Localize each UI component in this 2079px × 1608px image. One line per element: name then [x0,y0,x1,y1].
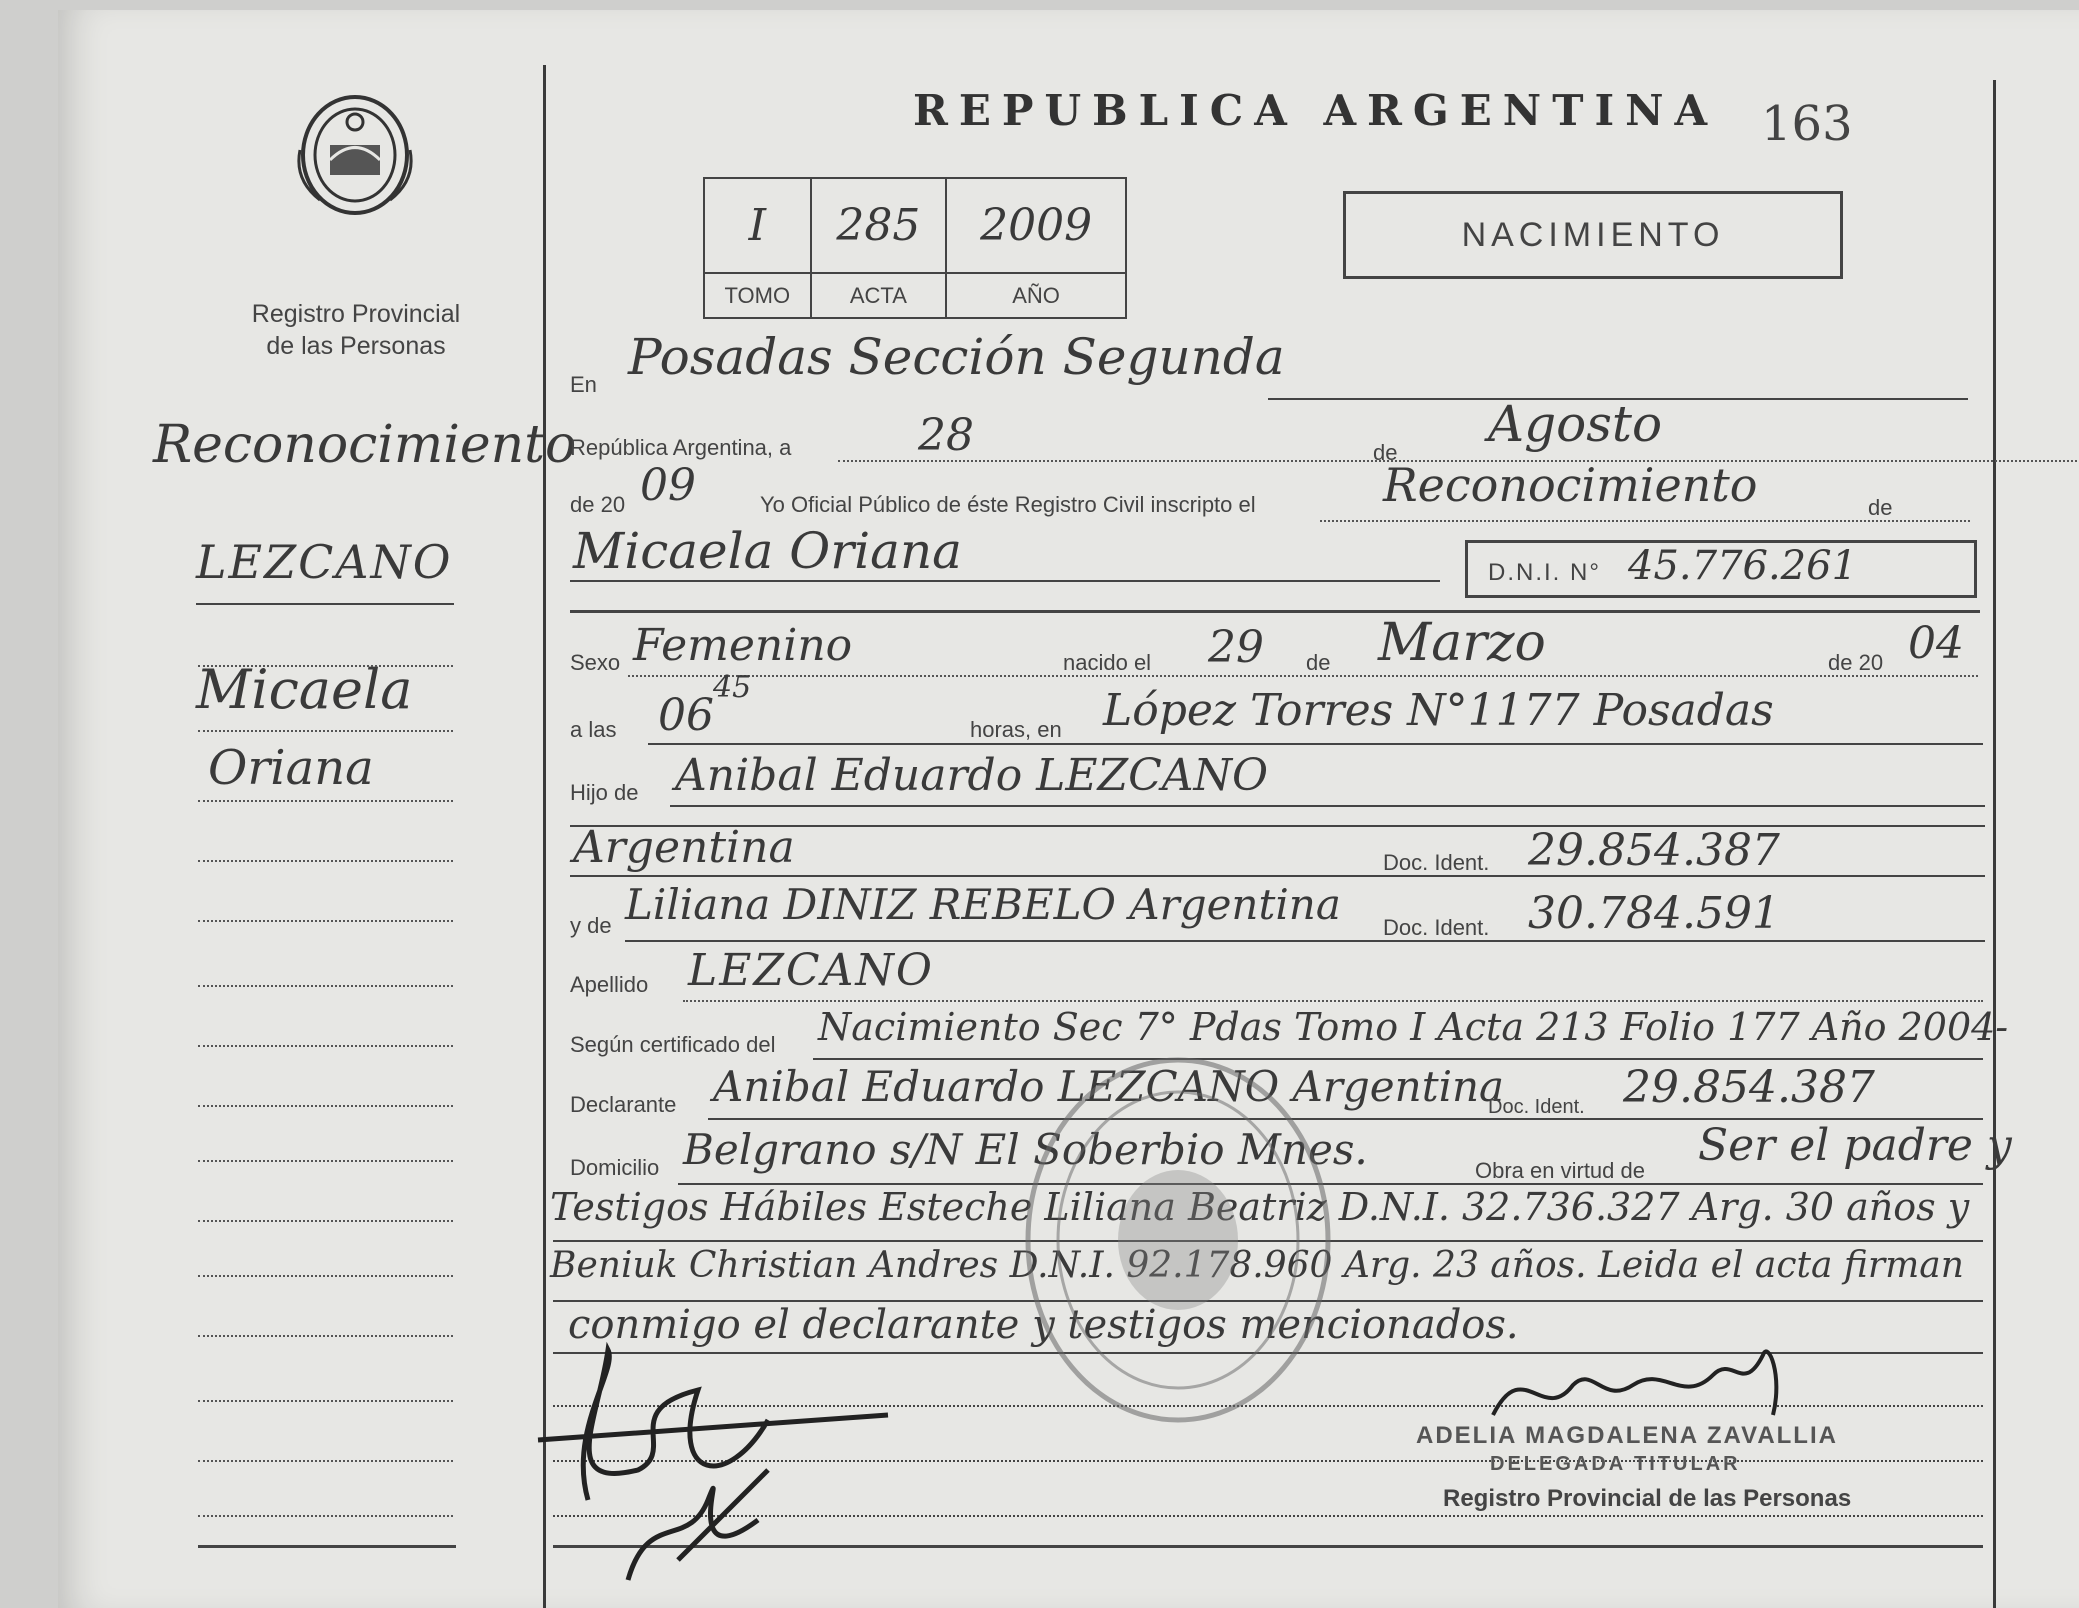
label-dni: D.N.I. N° [1488,559,1601,586]
value-domicilio: Belgrano s/N El Soberbio Mnes. [683,1125,1368,1174]
label-domicilio: Domicilio [570,1155,660,1180]
label-en: En [570,372,597,397]
anio-value: 2009 [946,178,1126,273]
margin-given-name-2: Oriana [208,740,374,796]
value-lugar: Posadas Sección Segunda [628,328,1285,386]
value-mes: Agosto [1488,395,1663,453]
label-de-2: de [1868,495,1893,520]
value-nac-dia: 29 [1208,622,1264,673]
tomo-value: I [704,178,811,273]
label-republica-a: República Argentina, a [570,435,792,460]
value-sexo: Femenino [633,620,853,671]
official-title: DELEGADA TITULAR [1490,1453,1741,1475]
label-nacido-el: nacido el [1063,650,1152,675]
value-testigos-1: Testigos Hábiles Esteche Liliana Beatriz D.N.I. 32.736.327 Arg. 30 años y [550,1185,1970,1229]
margin-note: Reconocimiento [153,415,577,475]
value-hora: 06 [658,690,714,741]
right-frame-line [1993,80,1996,1608]
label-oficial: Yo Oficial Público de éste Registro Civil inscripto el [760,492,1256,517]
value-padre-doc: 29.854.387 [1528,825,1780,876]
value-declarante-doc: 29.854.387 [1623,1062,1875,1113]
value-padre: Anibal Eduardo LEZCANO [675,750,1269,801]
tomo-label: TOMO [704,273,811,318]
official-stamp-icon [1018,1050,1338,1430]
value-padre-nac: Argentina [573,822,795,873]
label-sexo: Sexo [570,650,621,675]
value-obra: Ser el padre y [1698,1120,2012,1171]
label-y-de: y de [570,913,612,938]
value-anio-suffix: 09 [640,460,696,511]
value-certificado: Nacimiento Sec 7° Pdas Tomo I Acta 213 Folio 177 Año 2004- [818,1005,2009,1049]
value-nombre: Micaela Oriana [573,522,962,580]
value-lugar-nac: López Torres N°1177 Posadas [1103,685,1774,736]
margin-given-name-1: Micaela [196,658,413,721]
label-de-20-short: de 20 [1828,650,1884,675]
value-madre: Liliana DINIZ REBELO Argentina [625,880,1341,929]
registry-name [236,298,476,362]
registry-name-line2: de las Personas [266,332,446,360]
dni-box [1465,540,1977,598]
witness-signature [528,1330,948,1600]
label-doc-ident-3: Doc. Ident. [1488,1096,1585,1118]
official-org: Registro Provincial de las Personas [1443,1485,1852,1512]
record-type-box: NACIMIENTO [1343,191,1843,279]
label-horas-en: horas, en [970,717,1062,742]
value-nac-mes: Marzo [1378,613,1546,673]
value-declarante: Anibal Eduardo LEZCANO Argentina [713,1062,1505,1111]
provincial-seal-icon [290,90,420,220]
value-testigos-3: conmigo el declarante y testigos mencionados. [568,1302,1519,1348]
label-declarante: Declarante [570,1092,677,1117]
certificate-page [58,10,2079,1608]
value-inscripto: Reconocimiento [1383,458,1758,512]
value-madre-doc: 30.784.591 [1528,888,1780,939]
value-minutos: 45 [713,670,752,705]
anio-label: AÑO [946,273,1126,318]
value-nac-anio: 04 [1908,618,1964,669]
label-doc-ident-1: Doc. Ident. [1383,850,1490,875]
registry-name-line1: Registro Provincial [251,300,461,328]
label-doc-ident-2: Doc. Ident. [1383,915,1490,940]
value-testigos-2: Beniuk Christian Andres D.N.I. 92.178.960 Arg. 23 años. Leida el acta firman [550,1245,1964,1286]
label-segun: Según certificado del [570,1032,776,1057]
margin-surname: LEZCANO [196,535,453,589]
label-obra: Obra en virtud de [1475,1158,1645,1183]
acta-label: ACTA [811,273,947,318]
label-de: de [1373,440,1398,465]
label-de-3: de [1306,650,1331,675]
label-a-las: a las [570,717,617,742]
label-de-20: de 20 [570,492,626,517]
country-title: REPUBLICA ARGENTINA [913,86,1719,135]
value-apellido: LEZCANO [688,945,934,996]
label-apellido: Apellido [570,972,649,997]
official-name: ADELIA MAGDALENA ZAVALLIA [1416,1422,1838,1449]
value-dia: 28 [918,410,974,461]
acta-value: 285 [811,178,947,273]
value-dni: 45.776.261 [1628,543,1858,589]
registry-table [703,177,1127,319]
label-hijo-de: Hijo de [570,780,639,805]
page-number: 163 [1761,96,1853,152]
